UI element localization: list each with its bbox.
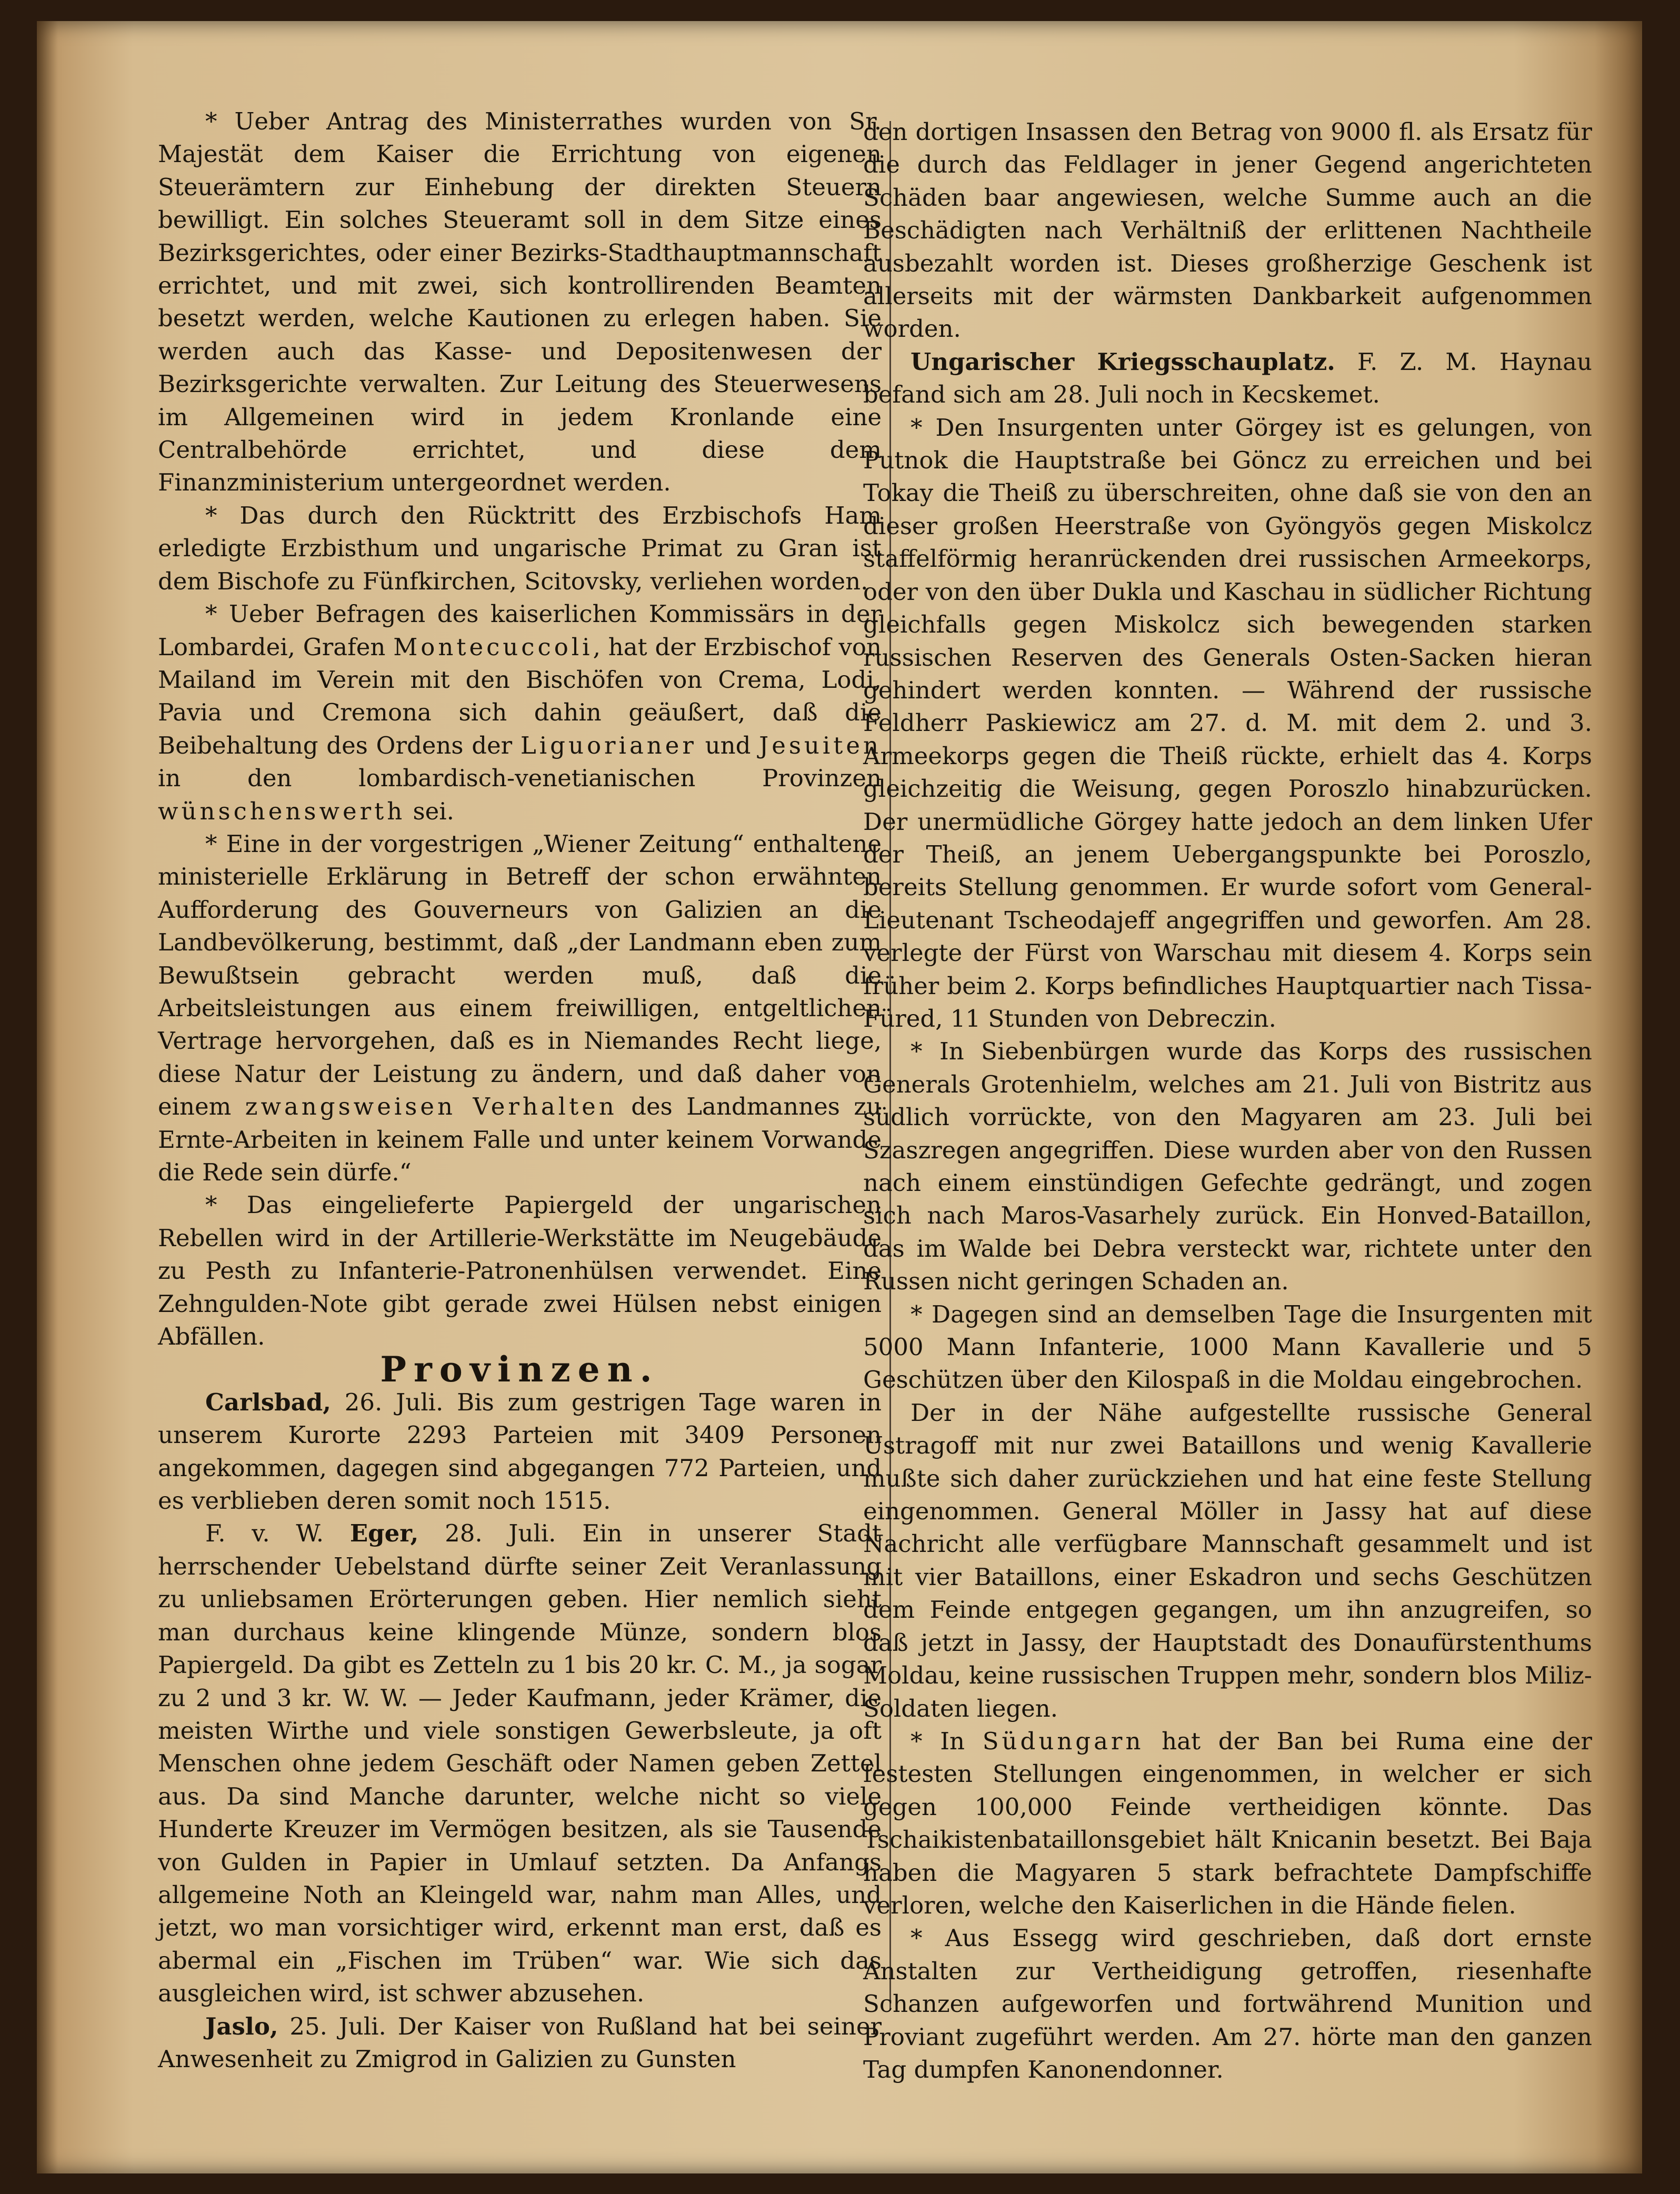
article-essegg: * Aus Essegg wird geschrieben, daß dort ernste Anstalten zur Vertheidigung getroffen, riesenhafte Schanzen aufgeworfen und fortwährend Munition und Proviant zugeführt werden. Am 27. hörte man den ganzen Tag dumpfen Kanonendonner. [863, 1924, 1592, 2083]
article-galizien-part1: * Eine in der vorgestrigen „Wiener Zeitung“ enthaltene ministerielle Erklärung in Betreff der schon erwähnten Aufforderung des Gouverneurs von Galizien an die Landbevölkerung, bestimmt, daß „der Landmann eben zum Bewußtsein gebracht werden muß, daß die Arbeitsleistungen aus einem freiwilligen, entgeltlichen Vertrage hervorgehen, daß es in Niemandes Recht liege, diese Natur der Leistung zu ändern, und daß daher von einem [158, 829, 882, 1121]
article-lombardei-part3: in den lombardisch-venetianischen Provinzen [158, 764, 882, 793]
article-lombardei [158, 598, 882, 828]
article-haynau: F. Z. M. Haynau befand sich am 28. Juli noch in Kecskemet. [863, 347, 1592, 409]
article-moldau: * Dagegen sind an demselben Tage die Insurgenten mit 5000 Mann Infanterie, 1000 Mann Kavallerie und 5 Geschützen über den Kilospaß in die Moldau eingebrochen. [863, 1300, 1592, 1394]
left-column [158, 105, 882, 2076]
emph-wünschenswerth: wünschenswerth [158, 797, 406, 825]
author-initials: F. v. W. [205, 1519, 324, 1548]
emph-südungarn: Südungarn [982, 1727, 1144, 1755]
article-papiergeld: * Das eingelieferte Papiergeld der ungarischen Rebellen wird in der Artillerie-Werkstätte im Neugebäude zu Pesth zu Infanterie-Patronenhülsen verwendet. Eine Zehngulden-Note gibt gerade zwei Hülsen nebst einigen Abfällen. [158, 1191, 882, 1351]
page-edge-shadow [1595, 21, 1642, 2173]
article-steuerämter: * Ueber Antrag des Ministerrathes wurden von Sr. Majestät dem Kaiser die Errichtung von eigenen Steuerämtern zur Einhebung der direkten Steuern bewilligt. Ein solches Steueramt soll in dem Sitze eines Bezirksgerichtes, oder einer Bezirks-Stadthauptmannschaft errichtet, und mit zwei, sich kontrollirenden Beamten besetzt werden, welche Kautionen zu erlegen haben. Sie werden auch das Kasse- und Depositenwesen der Bezirksgerichte verwalten. Zur Leitung des Steuerwesens im Allgemeinen wird in jedem Kronlande eine Centralbehörde errichtet, und diese dem Finanzministerium untergeordnet werden. [158, 107, 882, 497]
article-lombardei-part1: * Ueber Befragen des kaiserlichen Kommissärs in der Lombardei, Grafen [158, 600, 882, 661]
article-jaslo-continued: den dortigen Insassen den Betrag von 9000 fl. als Ersatz für die durch das Feldlager in jener Gegend angerichteten Schäden baar angewiesen, welche Summe auch an die Beschädigten nach Verhältniß der erlittenen Nachtheile ausbezahlt worden ist. Dieses großherzige Geschenk ist allerseits mit der wärmsten Dankbarkeit aufgenommen worden. [863, 118, 1592, 343]
article-erzbisthum: * Das durch den Rücktritt des Erzbischofs Ham erledigte Erzbisthum und ungarische Primat zu Gran ist dem Bischofe zu Fünfkirchen, Scitovsky, verliehen worden. [158, 501, 882, 595]
article-südungarn-part2: hat der Ban bei Ruma eine der festesten Stellungen eingenommen, in welcher er sich gegen 100,000 Feinde vertheidigen könnte. Das Tschaikistenbataillonsgebiet hält Knicanin besetzt. Bei Baja haben die Magyaren 5 stark befrachtete Dampfschiffe verloren, welche den Kaiserlichen in die Hände fielen. [863, 1727, 1593, 1919]
article-siebenbürgen: * In Siebenbürgen wurde das Korps des russischen Generals Grotenhielm, welches am 21. Juli von Bistritz aus südlich vorrückte, von den Magyaren am 23. Juli bei Szaszregen angegriffen. Diese wurden aber von den Russen nach einem einstündigen Gefechte gedrängt, und zogen sich nach Maros-Vasarhely zurück. Ein Honved-Bataillon, das im Walde bei Debra versteckt war, richtete unter den Russen nicht geringen Schaden an. [863, 1037, 1592, 1296]
article-carlsbad [158, 1386, 882, 1518]
article-galizien [158, 828, 882, 1189]
dateline-eger: Eger, [349, 1519, 419, 1548]
article-galizien-part2: des Landmannes zu Ernte-Arbeiten in keinem Falle und unter keinem Vorwande die Rede sein dürfe.“ [158, 1093, 882, 1186]
article-südungarn-part1: * In [911, 1727, 965, 1755]
dateline-jaslo: Jaslo, [205, 2012, 278, 2040]
article-carlsbad-body: 26. Juli. Bis zum gestrigen Tage waren in unserem Kurorte 2293 Parteien mit 3409 Personen angekommen, dagegen sind abgegangen 772 Parteien, und es verblieben deren somit noch 1515. [158, 1388, 882, 1515]
name-liguorianer: Liguorianer [520, 731, 697, 759]
article-lombardei-part2: , hat der Erzbischof von Mailand im Verein mit den Bischöfen von Crema, Lodi, Pavia und Cremona sich dahin geäußert, daß die Beibehaltung des Ordens der [158, 633, 882, 759]
article-lombardei-und: und [705, 731, 751, 759]
name-montecuccoli: Montecuccoli [393, 633, 593, 661]
article-eger-body: 28. Juli. Ein in unserer Stadt herrschender Uebelstand dürfte seiner Zeit Veranlassung zu unliebsamen Erörterungen geben. Hier nemlich sieht man durchaus keine klingende Münze, sondern blos Papiergeld. Da gibt es Zetteln zu 1 bis 20 kr. C. M., ja sogar zu 2 und 3 kr. W. W. — Jeder Kaufmann, jeder Krämer, die meisten Wirthe und viele sonstigen Gewerbsleute, ja oft Menschen ohne jedem Geschäft oder Namen geben Zettel aus. Da sind Manche darunter, welche nicht so viele Hunderte Kreuzer im Vermögen besitzen, als sie Tausende von Gulden in Papier in Umlauf setzten. Da Anfangs allgemeine Noth an Kleingeld war, nahm man Alles, und jetzt, wo man vorsichtiger wird, erkennt man erst, daß es abermal ein „Fischen im Trüben“ war. Wie sich das ausgleichen wird, ist schwer abzusehen. [158, 1519, 882, 2008]
article-görgey: * Den Insurgenten unter Görgey ist es gelungen, von Putnok die Hauptstraße bei Göncz zu erreichen und bei Tokay die Theiß zu überschreiten, ohne daß sie von den an dieser großen Heerstraße von Gyöngyös gegen Miskolcz staffelförmig heranrückenden drei russischen Armeekorps, oder von den über Dukla und Kaschau in südlicher Richtung gleichfalls gegen Miskolcz sich bewegenden starken russischen Reserven des Generals Osten-Sacken hieran gehindert werden konnten. — Während der russische Feldherr Paskiewicz am 27. d. M. mit dem 2. und 3. Armeekorps gegen die Theiß rückte, erhielt das 4. Korps gleichzeitig die Weisung, gegen Poroszlo hinabzurücken. Der unermüdliche Görgey hatte jedoch an dem linken Ufer der Theiß, an jenem Uebergangspunkte bei Poroszlo, bereits Stellung genommen. Er wurde sofort vom General-Lieutenant Tscheodajeff angegriffen und geworfen. Am 28. verlegte der Fürst von Warschau mit diesem 4. Korps sein früher beim 2. Korps befindliches Hauptquartier nach Tissa-Füred, 11 Stunden von Debreczin. [863, 413, 1592, 1033]
section-heading-kriegsschauplatz: Ungarischer Kriegsschauplatz. [911, 347, 1335, 376]
page-gutter-shadow [37, 21, 58, 2173]
article-jaslo [158, 2010, 882, 2076]
article-lombardei-end: sei. [413, 797, 454, 825]
article-ustragoff: Der in der Nähe aufgestellte russische General Ustragoff mit nur zwei Bataillons und wenig Kavallerie mußte sich daher zurückziehen und hat eine feste Stellung eingenommen. General Möller in Jassy hat auf diese Nachricht alle verfügbare Mannschaft gesammelt und ist mit vier Bataillons, einer Eskadron und sechs Geschützen dem Feinde entgegen gegangen, um ihn anzugreifen, so daß jetzt in Jassy, der Hauptstadt des Donaufürstenthums Moldau, keine russischen Truppen mehr, sondern blos Miliz-Soldaten liegen. [863, 1398, 1592, 1722]
section-heading-provinzen: Provinzen. [380, 1349, 659, 1390]
article-eger [158, 1517, 882, 2010]
article-südungarn [863, 1725, 1592, 1922]
article-jaslo-body: 25. Juli. Der Kaiser von Rußland hat bei seiner Anwesenheit zu Zmigrod in Galizien zu Gunsten [158, 2012, 882, 2073]
name-jesuiten: Jesuiten [759, 731, 882, 759]
dateline-carlsbad: Carlsbad, [205, 1388, 331, 1416]
emph-zwangsweisen: zwangsweisen Verhalten [245, 1093, 617, 1121]
right-column [863, 116, 1592, 2086]
article-kriegsschauplatz [863, 346, 1592, 412]
